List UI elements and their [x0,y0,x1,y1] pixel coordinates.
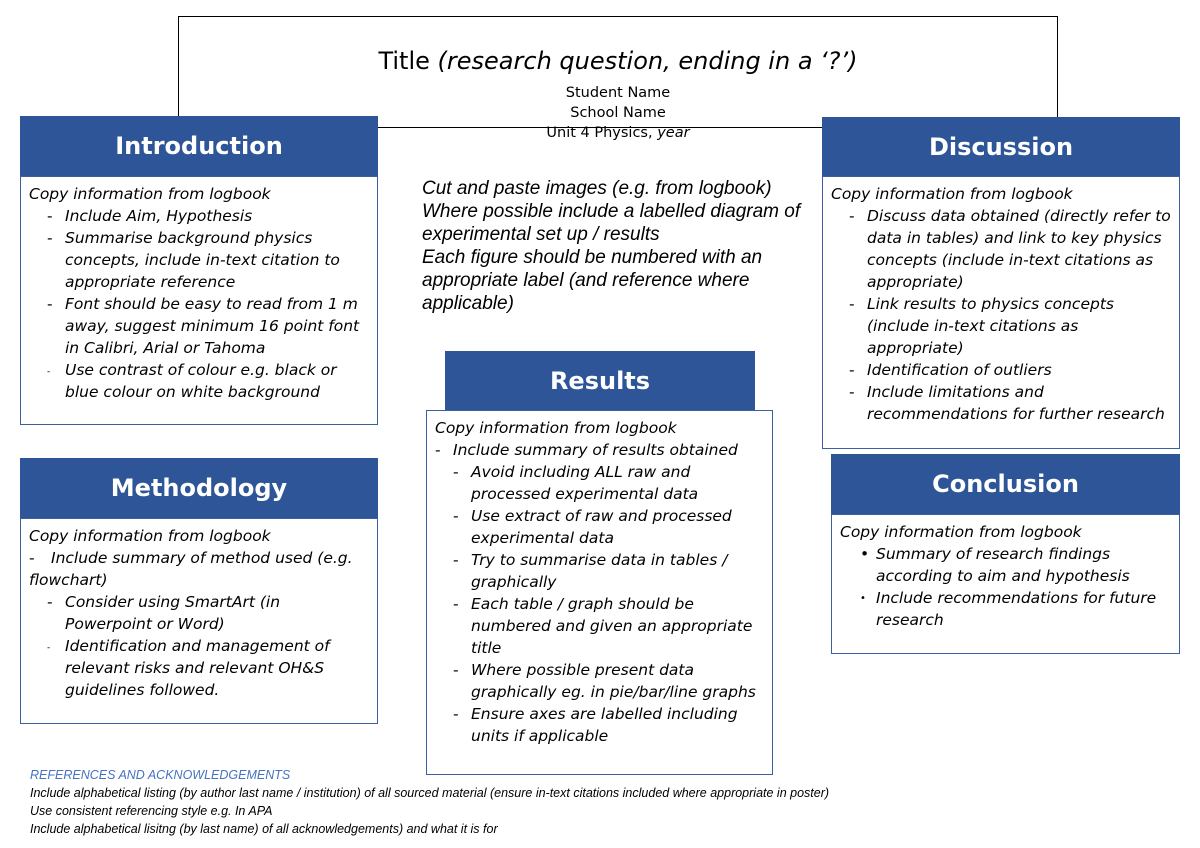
results-list [435,461,764,747]
list-item: - Use contrast of colour e.g. black or blue colour on white background [47,361,337,401]
list-item: - Avoid including ALL raw and processed experimental data [453,463,699,503]
school-name: School Name [570,105,666,121]
introduction-heading: Introduction [20,116,378,176]
methodology-panel [20,518,378,724]
conclusion-panel [831,514,1180,654]
list-item: - Each table / graph should be numbered and given an appropriate title [453,595,753,657]
list-item: • Include recommendations for future research [860,589,1157,629]
results-first-item: - Include summary of results obtained [435,441,738,459]
list-item: - Consider using SmartArt (in Powerpoint or Word) [47,593,281,633]
reference-line: Include alphabetical listing (by author last name / institution) of all sourced material (ensure in-text citations included where appropriate in poster) [30,786,830,800]
reference-line: Include alphabetical lisitng (by last name) of all acknowledgements) and what it is for [30,822,498,836]
list-item: - Discuss data obtained (directly refer to data in tables) and link to key physics concepts (include in-text citations as appropriate) [849,207,1171,291]
list-item: - Ensure axes are labelled including units if applicable [453,705,738,745]
list-item: • Summary of research findings according to aim and hypothesis [860,545,1130,585]
title-box [178,16,1058,141]
list-item: - Identification and management of relevant risks and relevant OH&S guidelines followed. [47,637,330,699]
list-item: - Include limitations and recommendations for further research [849,383,1165,423]
list-item: - Link results to physics concepts (include in-text citations as appropriate) [849,295,1114,357]
student-name: Student Name [565,85,671,101]
discussion-heading: Discussion [822,117,1180,176]
discussion-lead: Copy information from logbook [831,185,1073,203]
title-italic: (research question, ending in a ‘?’) [437,47,858,75]
unit-year: year [657,125,690,141]
discussion-panel [822,176,1180,449]
methodology-lead: Copy information from logbook [29,527,271,545]
methodology-list [29,591,369,701]
instruction-line: Where possible include a labelled diagram of experimental set up / results [422,201,801,245]
list-item: - Try to summarise data in tables / graphically [453,551,728,591]
list-item: - Summarise background physics concepts, include in-text citation to appropriate reference [47,229,340,291]
instruction-line: Each figure should be numbered with an appropriate label (and reference where applicable) [422,247,763,314]
introduction-panel [20,176,378,425]
conclusion-heading: Conclusion [831,454,1180,514]
instruction-line: Cut and paste images (e.g. from logbook) [422,178,772,199]
conclusion-lead: Copy information from logbook [840,523,1082,541]
unit-prefix: Unit 4 Physics, [546,125,658,141]
list-item: - Identification of outliers [849,361,1052,379]
methodology-heading: Methodology [20,458,378,518]
methodology-first-item: - Include summary of method used (e.g. flowchart) [29,549,353,589]
results-panel [426,410,773,775]
list-item: - Use extract of raw and processed experimental data [453,507,732,547]
poster-title [179,47,1057,75]
introduction-list [29,205,369,403]
title-prefix: Title [378,47,438,75]
reference-line: Use consistent referencing style e.g. In APA [30,804,273,818]
list-item: - Font should be easy to read from 1 m away, suggest minimum 16 point font in Calibri, Arial or Tahoma [47,295,360,357]
list-item: - Include Aim, Hypothesis [47,207,253,225]
images-instructions [422,177,822,315]
references-section [30,766,1170,838]
introduction-lead: Copy information from logbook [29,185,271,203]
list-item: - Where possible present data graphically eg. in pie/bar/line graphs [453,661,756,701]
conclusion-list [840,543,1171,631]
discussion-list [831,205,1171,425]
results-lead: Copy information from logbook [435,419,677,437]
results-heading: Results [445,351,755,410]
references-heading: REFERENCES AND ACKNOWLEDGEMENTS [30,768,291,782]
